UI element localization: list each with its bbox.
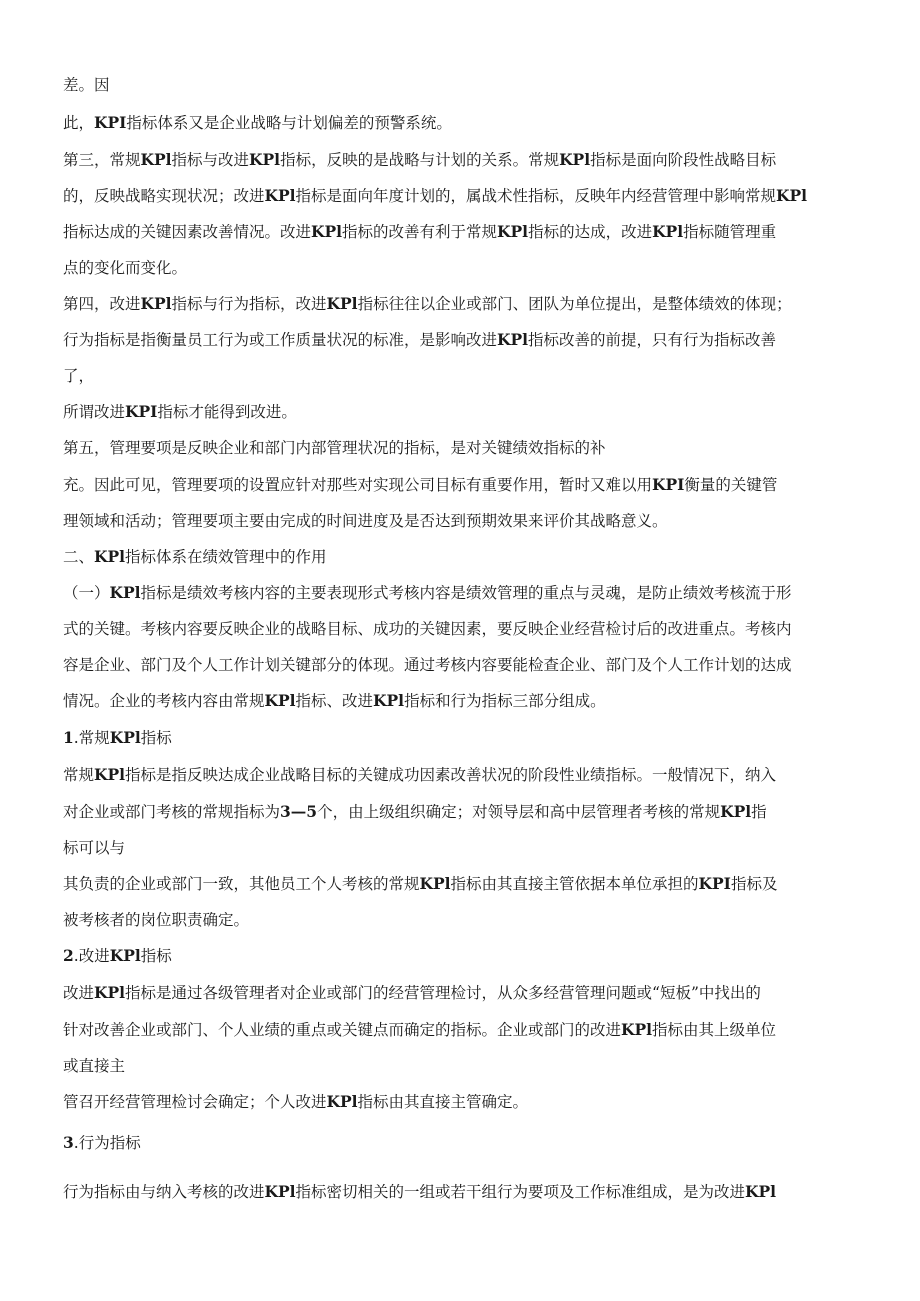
text-line: 或直接主 [63, 1057, 126, 1075]
text-line: 管召开经营管理检讨会确定；个人改进KPl指标由其直接主管确定。 [63, 1092, 529, 1111]
text-line: 了， [63, 367, 95, 385]
text-line: 差。因 [63, 76, 110, 94]
text-line: 标可以与 [63, 839, 126, 857]
text-line: 第五，管理要项是反映企业和部门内部管理状况的指标，是对关键绩效指标的补 [63, 439, 606, 457]
text-line: 第三，常规KPl指标与改进KPl指标，反映的是战略与计划的关系。常规KPl指标是面向阶段性战略目标 [63, 150, 777, 169]
text-line: 容是企业、部门及个人工作计划关键部分的体现。通过考核内容要能检查企业、部门及个人工作计划的达成 [63, 656, 792, 674]
text-line: 理领域和活动；管理要项主要由完成的时间进度及是否达到预期效果来评价其战略意义。 [63, 512, 668, 530]
text-line: 对企业或部门考核的常规指标为3—5个，由上级组织确定；对领导层和高中层管理者考核的常规KPl指 [63, 802, 767, 821]
subsection-heading: 2.改进KPl指标 [63, 946, 172, 965]
text-line: 其负责的企业或部门一致，其他员工个人考核的常规KPl指标由其直接主管依据本单位承担的KPI指标及 [63, 874, 778, 893]
text-line: 第四，改进KPl指标与行为指标，改进KPl指标往往以企业或部门、团队为单位提出，是整体绩效的体现； [63, 294, 792, 313]
text-line: 指标达成的关键因素改善情况。改进KPl指标的改善有利于常规KPl指标的达成，改进KPl指标随管理重 [63, 222, 777, 241]
text-line: 改进KPl指标是通过各级管理者对企业或部门的经营管理检讨，从众多经营管理问题或“短板”中找出的 [63, 983, 761, 1002]
text-line: 所谓改进KPI指标才能得到改进。 [63, 402, 297, 421]
text-line: 充。因此可见，管理要项的设置应针对那些对实现公司目标有重要作用，暂时又难以用KPI衡量的关键管 [63, 475, 778, 494]
text-line: 行为指标由与纳入考核的改进KPl指标密切相关的一组或若干组行为要项及工作标准组成，是为改进KPl [63, 1182, 777, 1201]
text-line: 被考核者的岗位职责确定。 [63, 911, 250, 929]
text-line: 点的变化而变化。 [63, 259, 188, 277]
text-line: 常规KPl指标是指反映达成企业战略目标的关键成功因素改善状况的阶段性业绩指标。一般情况下，纳入 [63, 765, 777, 784]
text-line: 式的关键。考核内容要反映企业的战略目标、成功的关键因素，要反映企业经营检讨后的改进重点。考核内 [63, 620, 792, 638]
text-line: 针对改善企业或部门、个人业绩的重点或关键点而确定的指标。企业或部门的改进KPl指标由其上级单位 [63, 1020, 777, 1039]
text-line: 情况。企业的考核内容由常规KPl指标、改进KPl指标和行为指标三部分组成。 [63, 691, 606, 710]
subsection-heading: 3.行为指标 [63, 1133, 141, 1152]
subsection-heading: 1.常规KPl指标 [63, 728, 172, 747]
text-line: （一）KPl指标是绩效考核内容的主要表现形式考核内容是绩效管理的重点与灵魂，是防止绩效考核流于形 [63, 583, 792, 602]
section-heading: 二、KPl指标体系在绩效管理中的作用 [63, 547, 327, 566]
text-line: 行为指标是指衡量员工行为或工作质量状况的标准，是影响改进KPl指标改善的前提，只有行为指标改善 [63, 330, 777, 349]
text-line: 此，KPI指标体系又是企业战略与计划偏差的预警系统。 [63, 113, 452, 132]
text-line: 的，反映战略实现状况；改进KPl指标是面向年度计划的，属战术性指标，反映年内经营管理中影响常规KPl [63, 186, 808, 205]
